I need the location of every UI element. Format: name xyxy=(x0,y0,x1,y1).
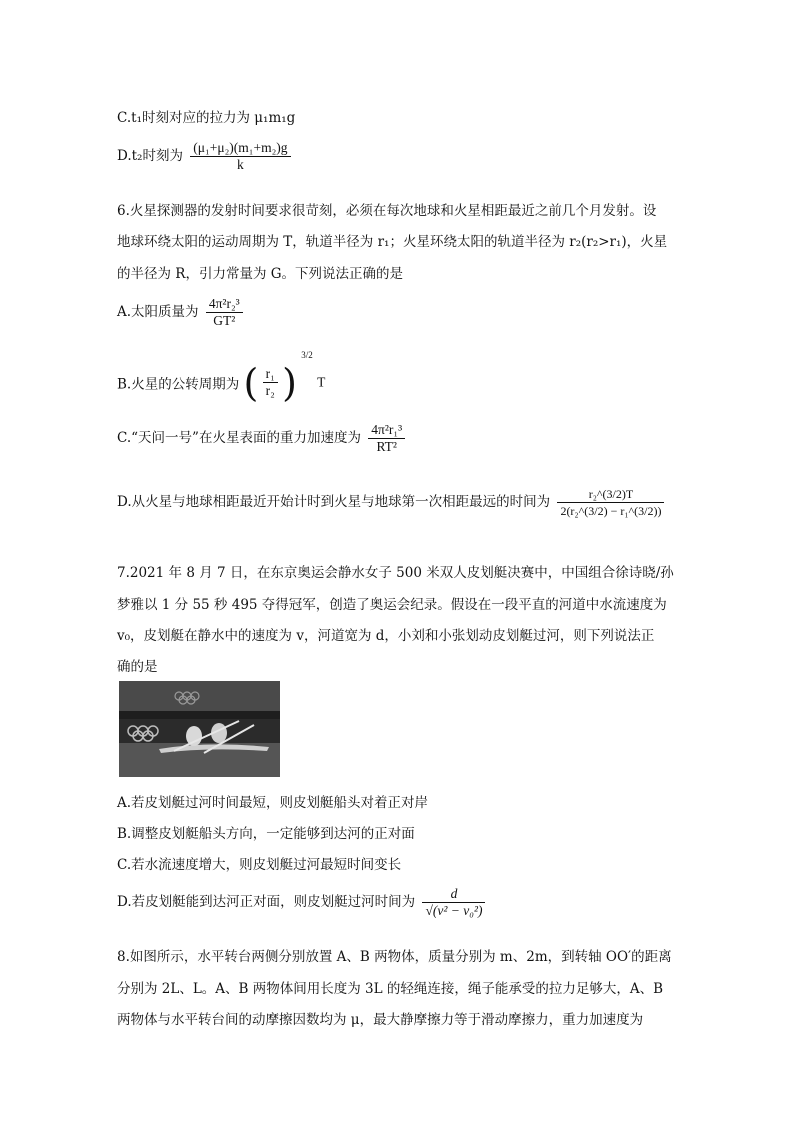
q8-stem-line2: 分别为 2L、L。A、B 两物体间用长度为 3L 的轻绳连接，绳子能承受的拉力足够大，A、B xyxy=(117,981,664,997)
option-5c: C.t₁时刻对应的拉力为 μ₁m₁g xyxy=(117,110,296,126)
left-paren-icon: ( xyxy=(243,360,259,405)
q7-stem-line3: v₀，皮划艇在静水中的速度为 v，河道宽为 d，小刘和小张划动皮划艇过河，则下列说法正 xyxy=(117,628,655,644)
option-7c: C.若水流速度增大，则皮划艇过河最短时间变长 xyxy=(117,857,402,873)
q6-stem-line3: 的半径为 R，引力常量为 G。下列说法正确的是 xyxy=(117,266,404,282)
fraction-6b: $\frac{\text{r₁}}{\text{r₂}}$ xyxy=(263,366,278,399)
kayak-photo-image xyxy=(119,681,280,777)
option-7b: B.调整皮划艇船头方向，一定能够到达河的正对面 xyxy=(117,826,415,842)
q7-stem-line4: 确的是 xyxy=(117,659,158,675)
q6-stem-line2: 地球环绕太阳的运动周期为 T，轨道半径为 r₁；火星环绕太阳的轨道半径为 r₂(r₂>r₁)，火星 xyxy=(117,234,668,250)
option-6d: D.从火星与地球相距最近开始计时到火星与地球第一次相距最远的时间为 $\frac{\text{r₂\textasciicircum{}(3/2)T}}{\text{2(r₂\textasciicircum{}(3/2) − r₁\textasciicircum{}(3/2))}}$ xyxy=(117,486,667,519)
q7-stem-line2: 梦雅以 1 分 55 秒 495 夺得冠军，创造了奥运会纪录。假设在一段平直的河道中水流速度为 xyxy=(117,597,667,613)
fraction-5d: $\frac{\text{(μ₁+μ₂)(m₁+m₂)g}}{k}$ xyxy=(190,140,290,173)
fraction-6c: $\frac{\text{4π²r₁³}}{\text{RT²}}$ xyxy=(368,422,405,455)
fraction-6d: $\frac{\text{r₂\textasciicircum{}(3/2)T}}{\text{2(r₂\textasciicircum{}(3/2) − r₁\textasciicircum{}(3/2))}}$ xyxy=(557,486,664,519)
fraction-6a: $\frac{\text{4π²r₂³}}{\text{GT²}}$ xyxy=(206,296,243,329)
option-6a: A.太阳质量为 $\frac{\text{4π²r₂³}}{\text{GT²}}$ xyxy=(117,296,246,329)
option-5d: D.t₂时刻为 $\frac{\text{(μ₁+μ₂)(m₁+m₂)g}}{k}$ xyxy=(117,140,294,173)
q7-stem-line1: 7.2021 年 8 月 7 日，在东京奥运会静水女子 500 米双人皮划艇决赛中，中国组合徐诗晓/孙 xyxy=(117,565,674,581)
kayak-photo xyxy=(119,681,280,777)
option-7d: D.若皮划艇能到达河正对面，则皮划艇过河时间为 $\frac{d}{\text{√(v² − v₀²)}}$ xyxy=(117,886,488,919)
right-paren-icon: ) xyxy=(282,360,297,405)
q8-stem-line3: 两物体与水平转台间的动摩擦因数均为 μ，最大静摩擦力等于滑动摩擦力，重力加速度为 xyxy=(117,1012,644,1028)
option-6b: B.火星的公转周期为 ( $\frac{\text{r₁}}{\text{r₂}}$ ) $^{3/2}$ T xyxy=(117,350,326,405)
option-6c: C.“天问一号”在火星表面的重力加速度为 $\frac{\text{4π²r₁³}}{\text{RT²}}$ xyxy=(117,422,408,455)
q8-stem-line1: 8.如图所示，水平转台两侧分别放置 A、B 两物体，质量分别为 m、2m，到转轴 OO′的距离 xyxy=(117,949,672,965)
q6-stem-line1: 6.火星探测器的发射时间要求很苛刻，必须在每次地球和火星相距最近之前几个月发射。设 xyxy=(117,203,657,219)
exponent-6b: 3/2 xyxy=(301,350,313,360)
fraction-7d: $\frac{d}{\text{√(v² − v₀²)}}$ xyxy=(422,886,485,919)
option-7a: A.若皮划艇过河时间最短，则皮划艇船头对着正对岸 xyxy=(117,795,429,811)
